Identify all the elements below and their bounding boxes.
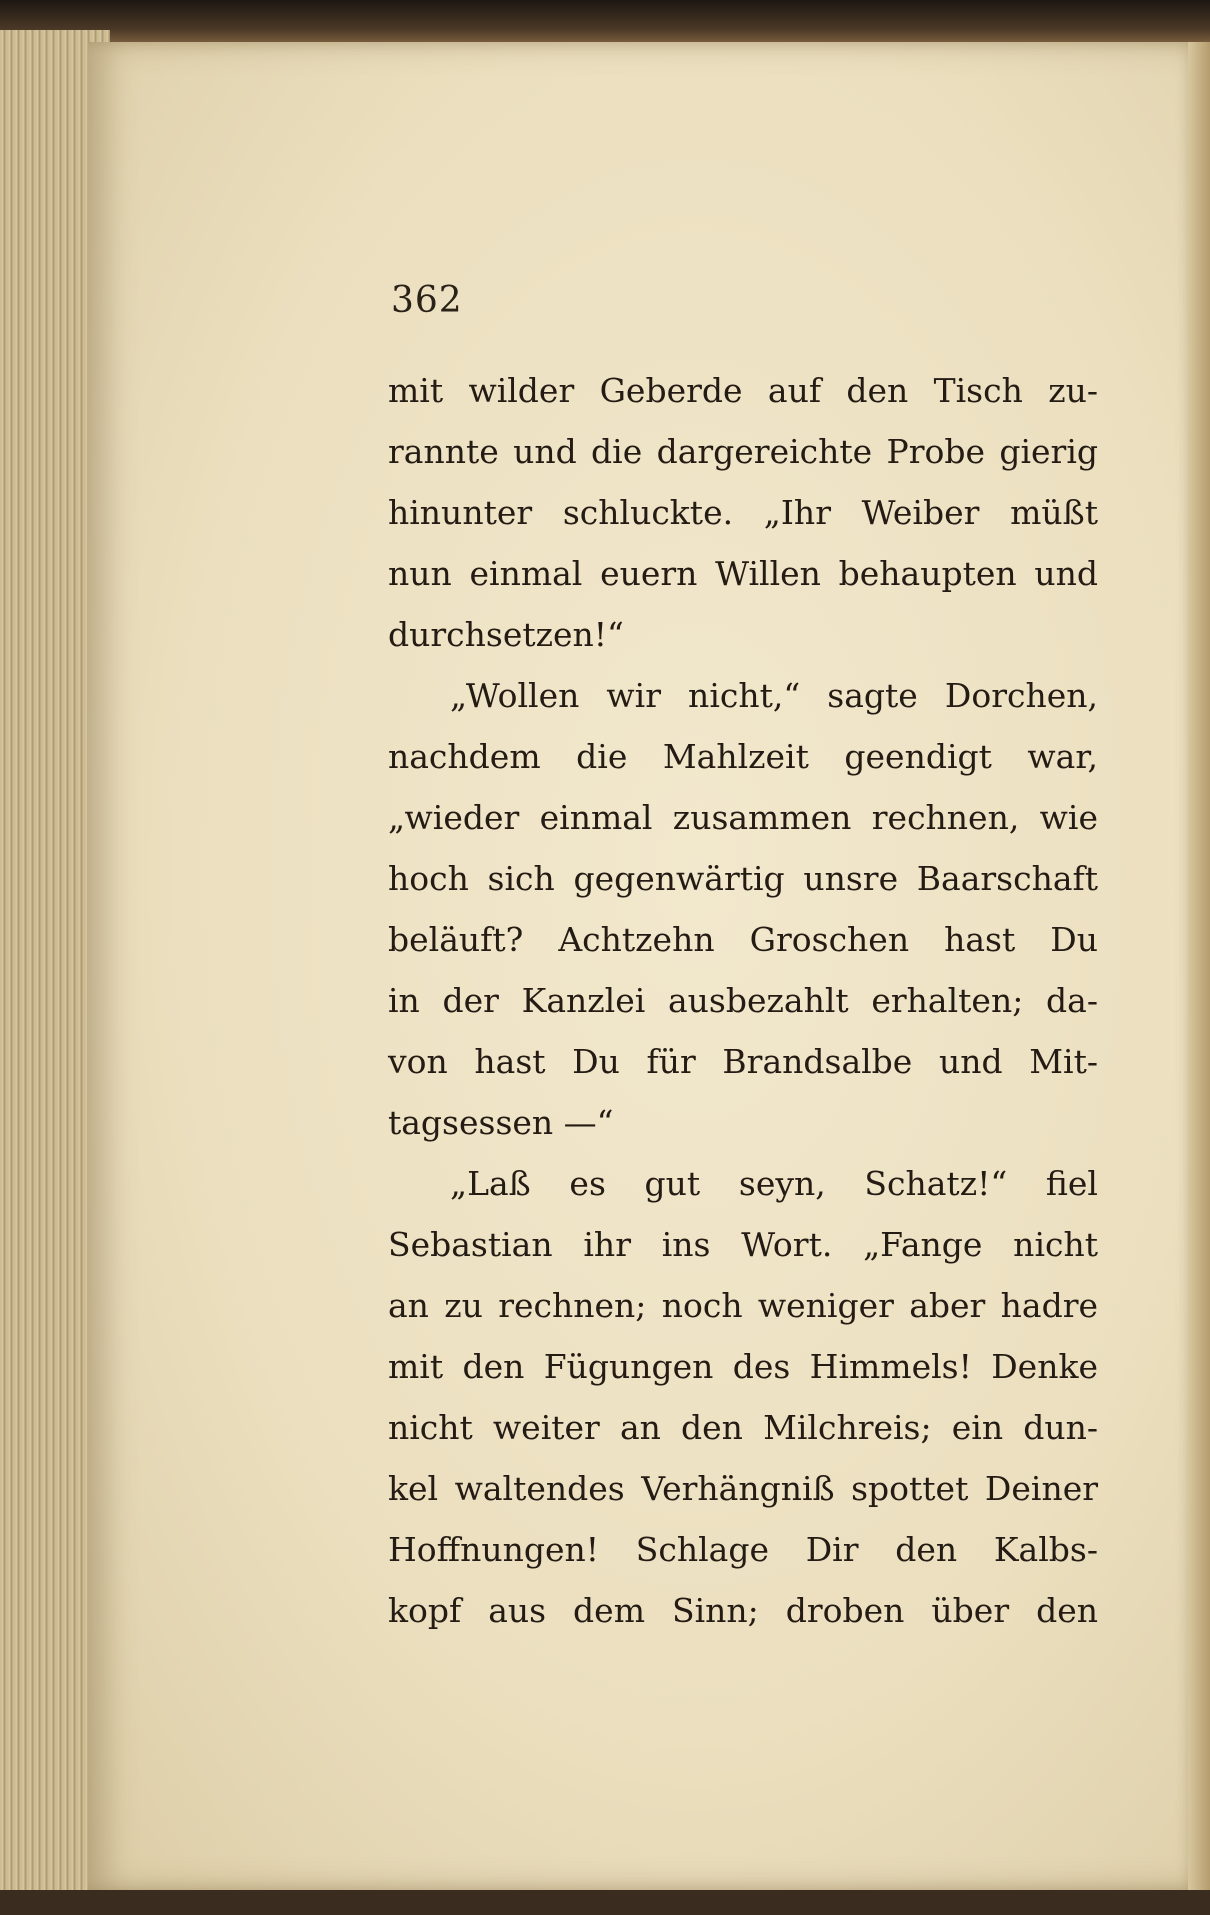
text-line: beläuft? Achtzehn Groschen hast Du	[388, 920, 1098, 959]
text-line: mit den Fügungen des Himmels! Denke	[388, 1347, 1098, 1386]
body-text	[388, 360, 1098, 1641]
text-line: kopf aus dem Sinn; droben über den	[388, 1591, 1098, 1630]
text-line: „wieder einmal zusammen rechnen, wie	[388, 798, 1098, 837]
text-line: in der Kanzlei ausbezahlt erhalten; da-	[388, 981, 1098, 1020]
text-line: tagsessen —“	[388, 1103, 614, 1142]
text-line: „Wollen wir nicht,“ sagte Dorchen,	[450, 676, 1098, 715]
page-right-edge	[1188, 42, 1210, 1890]
text-line: kel waltendes Verhängniß spottet Deiner	[388, 1469, 1098, 1508]
book-cover-edge	[0, 0, 1210, 48]
text-line: nicht weiter an den Milchreis; ein dun-	[388, 1408, 1098, 1447]
text-line: hinunter schluckte. „Ihr Weiber müßt	[388, 493, 1098, 532]
text-line: nachdem die Mahlzeit geendigt war,	[388, 737, 1098, 776]
text-line: an zu rechnen; noch weniger aber hadre	[388, 1286, 1098, 1325]
text-line: „Laß es gut seyn, Schatz!“ fiel	[450, 1164, 1098, 1203]
text-line: hoch sich gegenwärtig unsre Baarschaft	[388, 859, 1098, 898]
text-line: Sebastian ihr ins Wort. „Fange nicht	[388, 1225, 1098, 1264]
text-line: durchsetzen!“	[388, 615, 624, 654]
text-line: nun einmal euern Willen behaupten und	[388, 554, 1098, 593]
text-line: Hoffnungen! Schlage Dir den Kalbs-	[388, 1530, 1098, 1569]
text-line: von hast Du für Brandsalbe und Mit-	[388, 1042, 1098, 1081]
page-number: 362	[391, 280, 463, 321]
text-line: mit wilder Geberde auf den Tisch zu-	[388, 371, 1098, 410]
text-line: rannte und die dargereichte Probe gierig	[388, 432, 1098, 471]
